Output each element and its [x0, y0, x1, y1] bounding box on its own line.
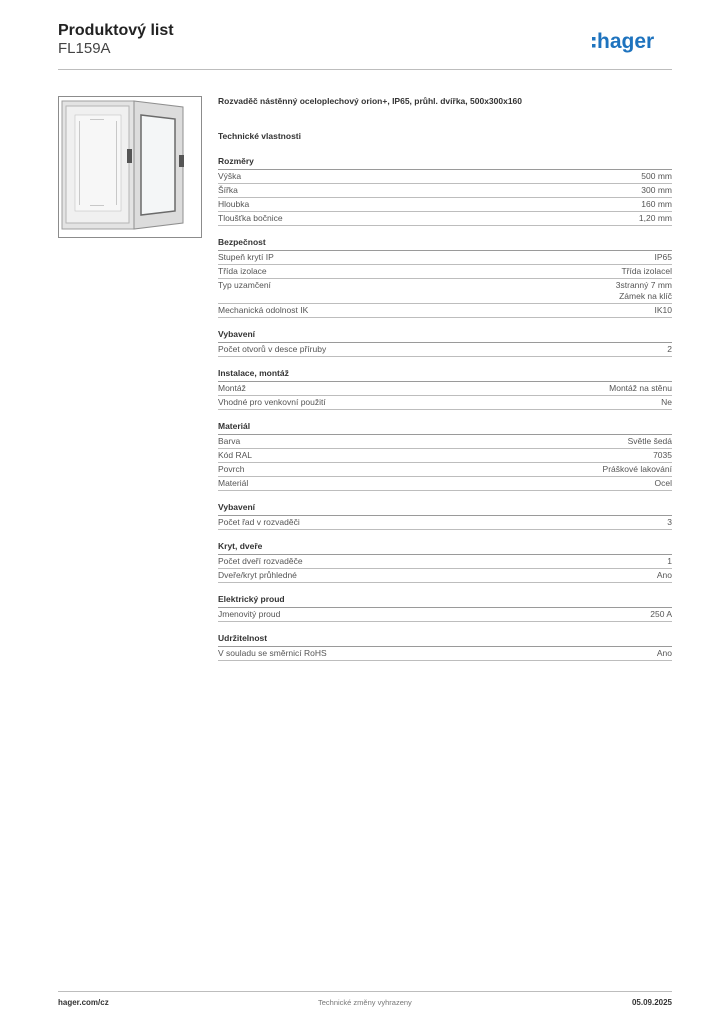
- spec-section: [218, 502, 672, 530]
- spec-label: Kód RAL: [218, 450, 253, 460]
- spec-section: [218, 156, 672, 226]
- spec-section: [218, 633, 672, 661]
- spec-label: Tloušťka bočnice: [218, 213, 283, 223]
- spec-row: [218, 555, 672, 569]
- spec-value: 250 A: [650, 609, 672, 619]
- spec-label: Barva: [218, 436, 241, 446]
- spec-section: [218, 329, 672, 357]
- spec-value: IK10: [654, 305, 672, 315]
- spec-label: Materiál: [218, 478, 249, 488]
- spec-value: 3stranný 7 mm Zámek na klíč: [615, 280, 672, 301]
- spec-label: Jmenovitý proud: [218, 609, 281, 619]
- spec-label: Výška: [218, 171, 242, 181]
- section-title: Udržitelnost: [218, 633, 672, 647]
- spec-row: [218, 569, 672, 583]
- spec-value: 500 mm: [641, 171, 672, 181]
- spec-row: [218, 516, 672, 530]
- technical-properties-title: Technické vlastnosti: [218, 131, 301, 141]
- spec-row: [218, 304, 672, 318]
- spec-label: Dveře/kryt průhledné: [218, 570, 297, 580]
- product-photo: [58, 96, 202, 238]
- spec-label: Počet otvorů v desce příruby: [218, 344, 327, 354]
- section-title: Materiál: [218, 421, 672, 435]
- spec-value: Ano: [656, 570, 672, 580]
- spec-content: [218, 96, 672, 661]
- spec-row: [218, 212, 672, 226]
- spec-row: [218, 170, 672, 184]
- spec-label: Vhodné pro venkovní použití: [218, 397, 326, 407]
- spec-value: 2: [667, 344, 672, 354]
- footer-website: hager.com/cz: [58, 998, 109, 1007]
- spec-value: Třída izolacel: [621, 266, 672, 276]
- spec-label: Povrch: [218, 464, 245, 474]
- spec-row: [218, 463, 672, 477]
- spec-row: [218, 449, 672, 463]
- logo-text: hager: [597, 30, 655, 53]
- spec-label: Mechanická odolnost IK: [218, 305, 309, 315]
- spec-section: [218, 237, 672, 318]
- page-title: Produktový list: [58, 22, 174, 39]
- spec-row: [218, 396, 672, 410]
- spec-value: 300 mm: [641, 185, 672, 195]
- spec-value: 7035: [653, 450, 672, 460]
- spec-value: Ne: [661, 397, 672, 407]
- footer-notice: Technické změny vyhrazeny: [318, 998, 412, 1007]
- product-code: FL159A: [58, 40, 111, 57]
- section-title: Bezpečnost: [218, 237, 672, 251]
- section-title: Rozměry: [218, 156, 672, 170]
- spec-label: Třída izolace: [218, 266, 267, 276]
- spec-label: Stupeň krytí IP: [218, 252, 274, 262]
- spec-label: Počet dveří rozvaděče: [218, 556, 303, 566]
- section-title: Elektrický proud: [218, 594, 672, 608]
- spec-row: [218, 647, 672, 661]
- spec-row: [218, 477, 672, 491]
- spec-label: Šířka: [218, 185, 238, 195]
- spec-section: [218, 368, 672, 410]
- spec-value: 1,20 mm: [638, 213, 672, 223]
- spec-row: [218, 279, 672, 304]
- product-description: Rozvaděč nástěnný oceloplechový orion+, IP65, průhl. dvířka, 500x300x160: [218, 96, 523, 106]
- spec-row: [218, 198, 672, 212]
- spec-label: Typ uzamčení: [218, 280, 271, 290]
- spec-row: [218, 184, 672, 198]
- spec-value: Ocel: [654, 478, 672, 488]
- section-title: Vybavení: [218, 502, 672, 516]
- spec-label: Montáž: [218, 383, 246, 393]
- section-title: Vybavení: [218, 329, 672, 343]
- spec-value: IP65: [654, 252, 672, 262]
- spec-row: [218, 608, 672, 622]
- spec-row: [218, 265, 672, 279]
- hager-logo: [592, 28, 674, 56]
- spec-value: 3: [667, 517, 672, 527]
- spec-row: [218, 251, 672, 265]
- spec-label: Počet řad v rozvaděči: [218, 517, 300, 527]
- spec-value: Ano: [656, 648, 672, 658]
- header-divider: [58, 69, 672, 70]
- spec-value: 1: [667, 556, 672, 566]
- spec-label: V souladu se směrnicí RoHS: [218, 648, 327, 658]
- spec-row: [218, 382, 672, 396]
- section-title: Kryt, dveře: [218, 541, 672, 555]
- enclosure-icon: [59, 97, 201, 237]
- spec-section: [218, 541, 672, 583]
- spec-section: [218, 594, 672, 622]
- spec-value: Světle šedá: [627, 436, 672, 446]
- spec-section: [218, 421, 672, 491]
- footer-divider: [58, 991, 672, 992]
- footer-date: 05.09.2025: [631, 998, 672, 1007]
- spec-sections: [218, 156, 672, 661]
- spec-label: Hloubka: [218, 199, 250, 209]
- spec-value: Práškové lakování: [602, 464, 672, 474]
- spec-value: 160 mm: [641, 199, 672, 209]
- section-title: Instalace, montáž: [218, 368, 672, 382]
- spec-row: [218, 435, 672, 449]
- spec-value: Montáž na stěnu: [609, 383, 672, 393]
- spec-row: [218, 343, 672, 357]
